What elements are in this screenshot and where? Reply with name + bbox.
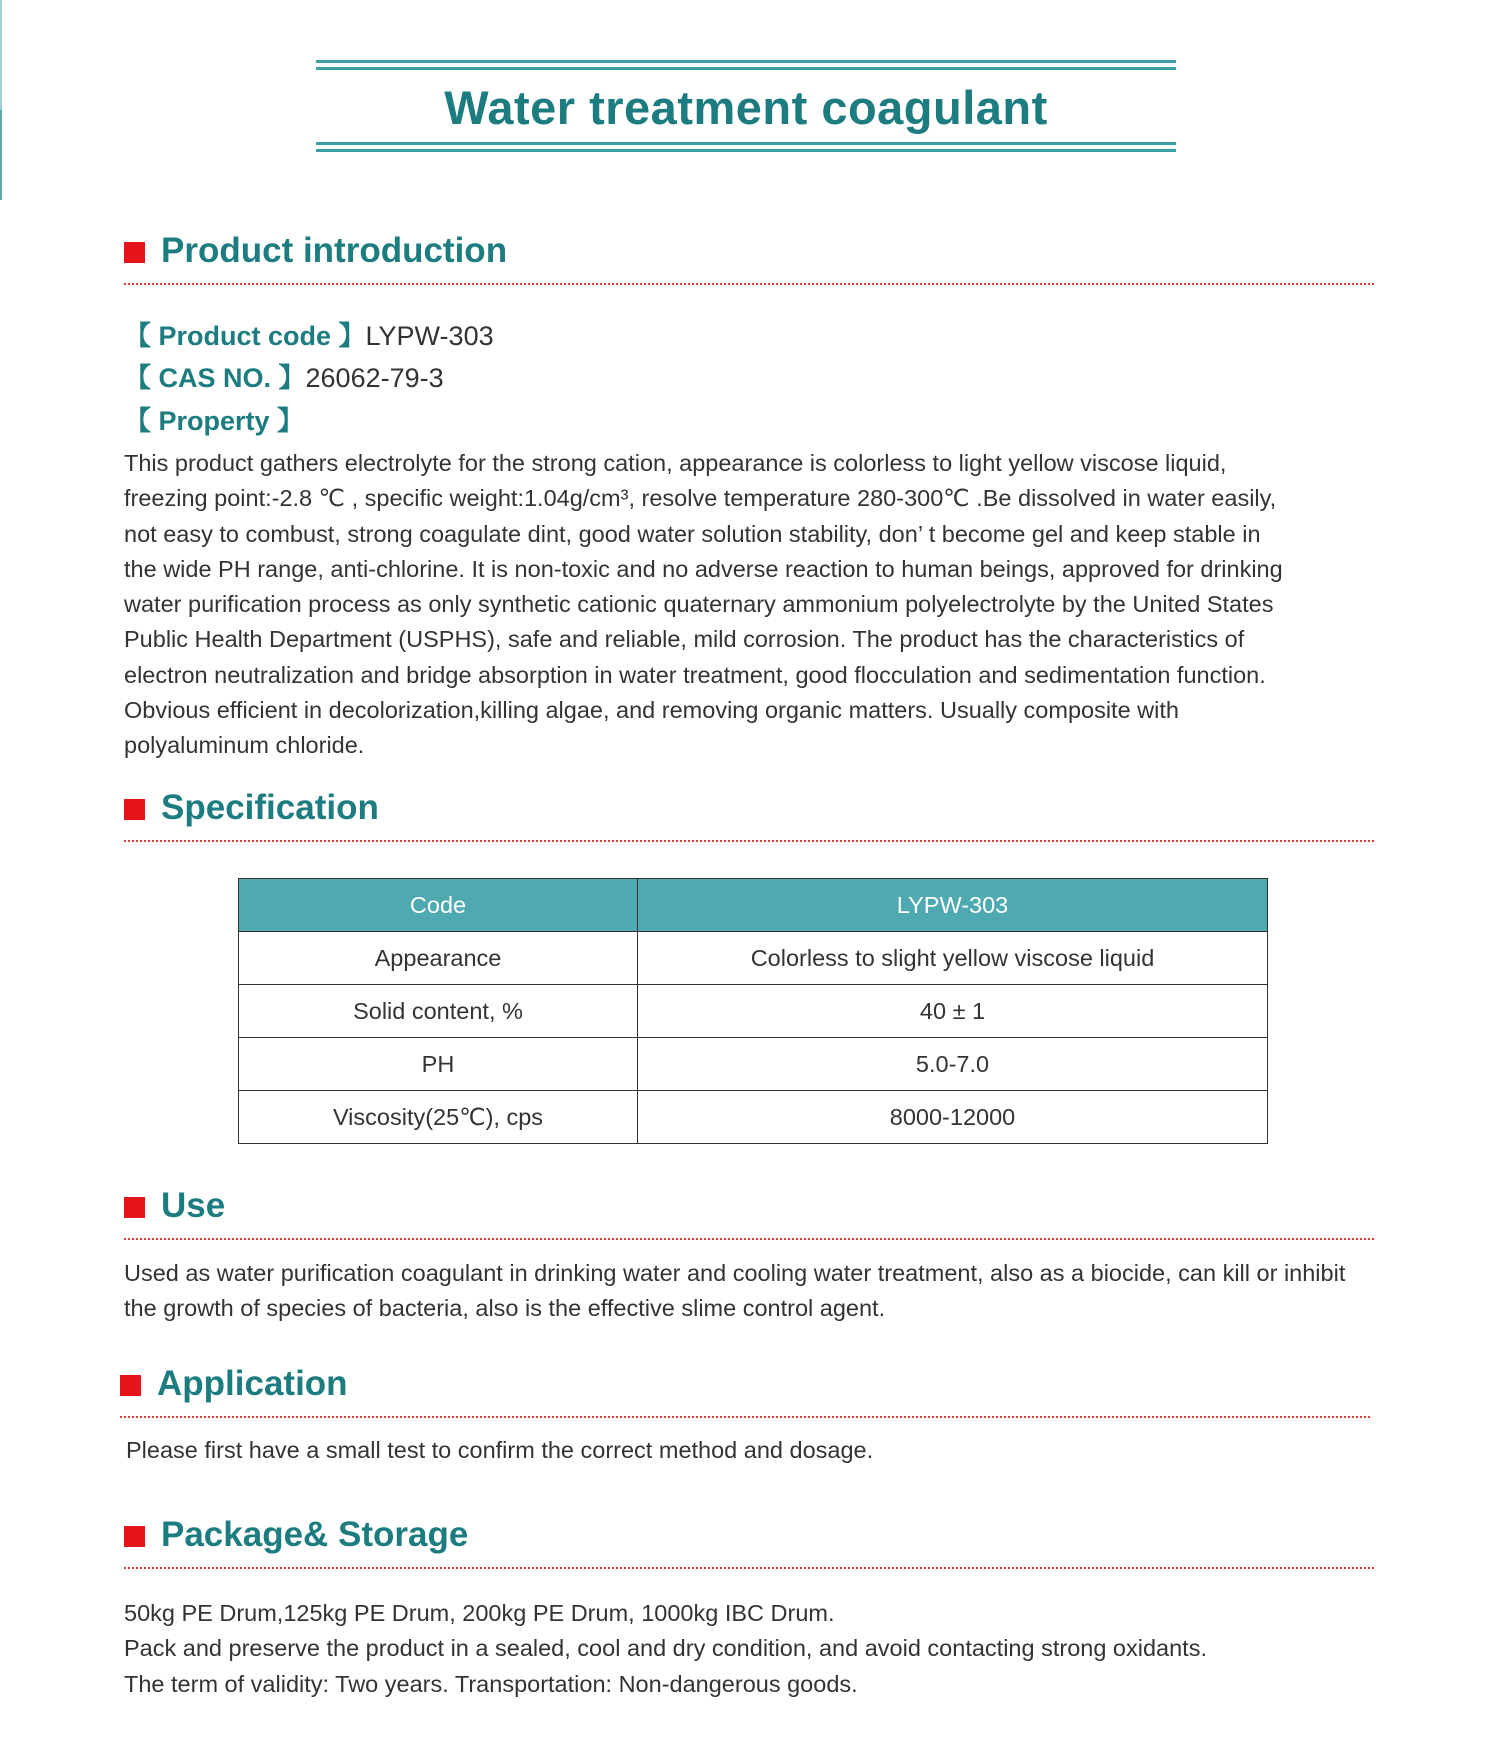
dotted-divider xyxy=(124,1238,1374,1240)
red-square-bullet-icon xyxy=(124,242,145,263)
package-paragraph xyxy=(124,1596,1374,1702)
section-title: Use xyxy=(161,1186,226,1225)
product-code-label: 【 Product code 】 xyxy=(124,321,366,351)
section-title: Specification xyxy=(161,788,379,827)
title-banner xyxy=(316,60,1176,156)
red-square-bullet-icon xyxy=(124,799,145,820)
page-title: Water treatment coagulant xyxy=(444,81,1048,134)
table-row xyxy=(239,1038,1268,1091)
edge-accent-line-dark xyxy=(0,110,2,200)
dotted-divider xyxy=(124,283,1374,285)
paragraph-line: Public Health Department (USPHS), safe and reliable, mild corrosion. The product has the characteristics of xyxy=(124,626,1245,653)
specification-table xyxy=(238,878,1268,1144)
title-top-rule xyxy=(316,60,1176,70)
table-cell: 8000-12000 xyxy=(638,1091,1268,1144)
paragraph-line: Pack and preserve the product in a sealed, cool and dry condition, and avoid contacting strong oxidants. xyxy=(124,1635,1207,1662)
table-row xyxy=(239,932,1268,985)
use-paragraph xyxy=(124,1256,1374,1327)
paragraph-line: The term of validity: Two years. Transportation: Non-dangerous goods. xyxy=(124,1670,858,1697)
red-square-bullet-icon xyxy=(120,1375,141,1396)
paragraph-line: 50kg PE Drum,125kg PE Drum, 200kg PE Drum, 1000kg IBC Drum. xyxy=(124,1600,835,1626)
red-square-bullet-icon xyxy=(124,1526,145,1547)
title-bottom-rule xyxy=(316,142,1176,152)
paragraph-line: This product gathers electrolyte for the strong cation, appearance is colorless to light yellow viscose liquid, xyxy=(124,450,1227,476)
table-header-row xyxy=(239,879,1268,932)
dotted-divider xyxy=(120,1416,1370,1418)
table-cell: 40 ± 1 xyxy=(638,985,1268,1038)
paragraph-line: the growth of species of bacteria, also is the effective slime control agent. xyxy=(124,1295,886,1322)
table-row xyxy=(239,985,1268,1038)
cas-line xyxy=(124,356,444,395)
red-square-bullet-icon xyxy=(124,1197,145,1218)
property-label: 【 Property 】 xyxy=(124,406,305,436)
cas-value: 26062-79-3 xyxy=(305,363,444,393)
table-header-cell: LYPW-303 xyxy=(638,879,1268,932)
application-paragraph xyxy=(126,1433,1376,1468)
product-code-line xyxy=(124,314,494,353)
cas-label: 【 CAS NO. 】 xyxy=(124,363,306,393)
table-header-cell: Code xyxy=(239,879,638,932)
table-row xyxy=(239,1091,1268,1144)
paragraph-line: freezing point:-2.8 ℃ , specific weight:1.04g/cm³, resolve temperature 280-300℃ .Be dissolved in water easily, xyxy=(124,485,1277,512)
paragraph-line: the wide PH range, anti-chlorine. It is non-toxic and no adverse reaction to human beings, approved for drinking xyxy=(124,555,1283,582)
product-code-value: LYPW-303 xyxy=(365,321,494,351)
property-paragraph xyxy=(124,446,1374,764)
property-line xyxy=(124,399,304,438)
paragraph-line: polyaluminum chloride. xyxy=(124,732,365,759)
paragraph-line: Please first have a small test to confirm the correct method and dosage. xyxy=(126,1437,874,1463)
table-cell: 5.0-7.0 xyxy=(638,1038,1268,1091)
section-title: Application xyxy=(157,1364,348,1403)
table-cell: PH xyxy=(239,1038,638,1091)
dotted-divider xyxy=(124,1567,1374,1569)
paragraph-line: Obvious efficient in decolorization,killing algae, and removing organic matters. Usually composite with xyxy=(124,697,1179,724)
paragraph-line: not easy to combust, strong coagulate dint, good water solution stability, don’ t become gel and keep stable in xyxy=(124,520,1261,547)
table-cell: Appearance xyxy=(239,932,638,985)
table-cell: Colorless to slight yellow viscose liquid xyxy=(638,932,1268,985)
section-title: Product introduction xyxy=(161,231,508,270)
table-cell: Solid content, % xyxy=(239,985,638,1038)
paragraph-line: Used as water purification coagulant in drinking water and cooling water treatment, also as a biocide, can kill or inhibit xyxy=(124,1260,1346,1286)
paragraph-line: water purification process as only synthetic cationic quaternary ammonium polyelectrolyte by the United States xyxy=(124,591,1274,618)
paragraph-line: electron neutralization and bridge absorption in water treatment, good flocculation and sedimentation function. xyxy=(124,661,1266,688)
section-title: Package& Storage xyxy=(161,1515,469,1554)
dotted-divider xyxy=(124,840,1374,842)
table-cell: Viscosity(25℃), cps xyxy=(239,1091,638,1144)
